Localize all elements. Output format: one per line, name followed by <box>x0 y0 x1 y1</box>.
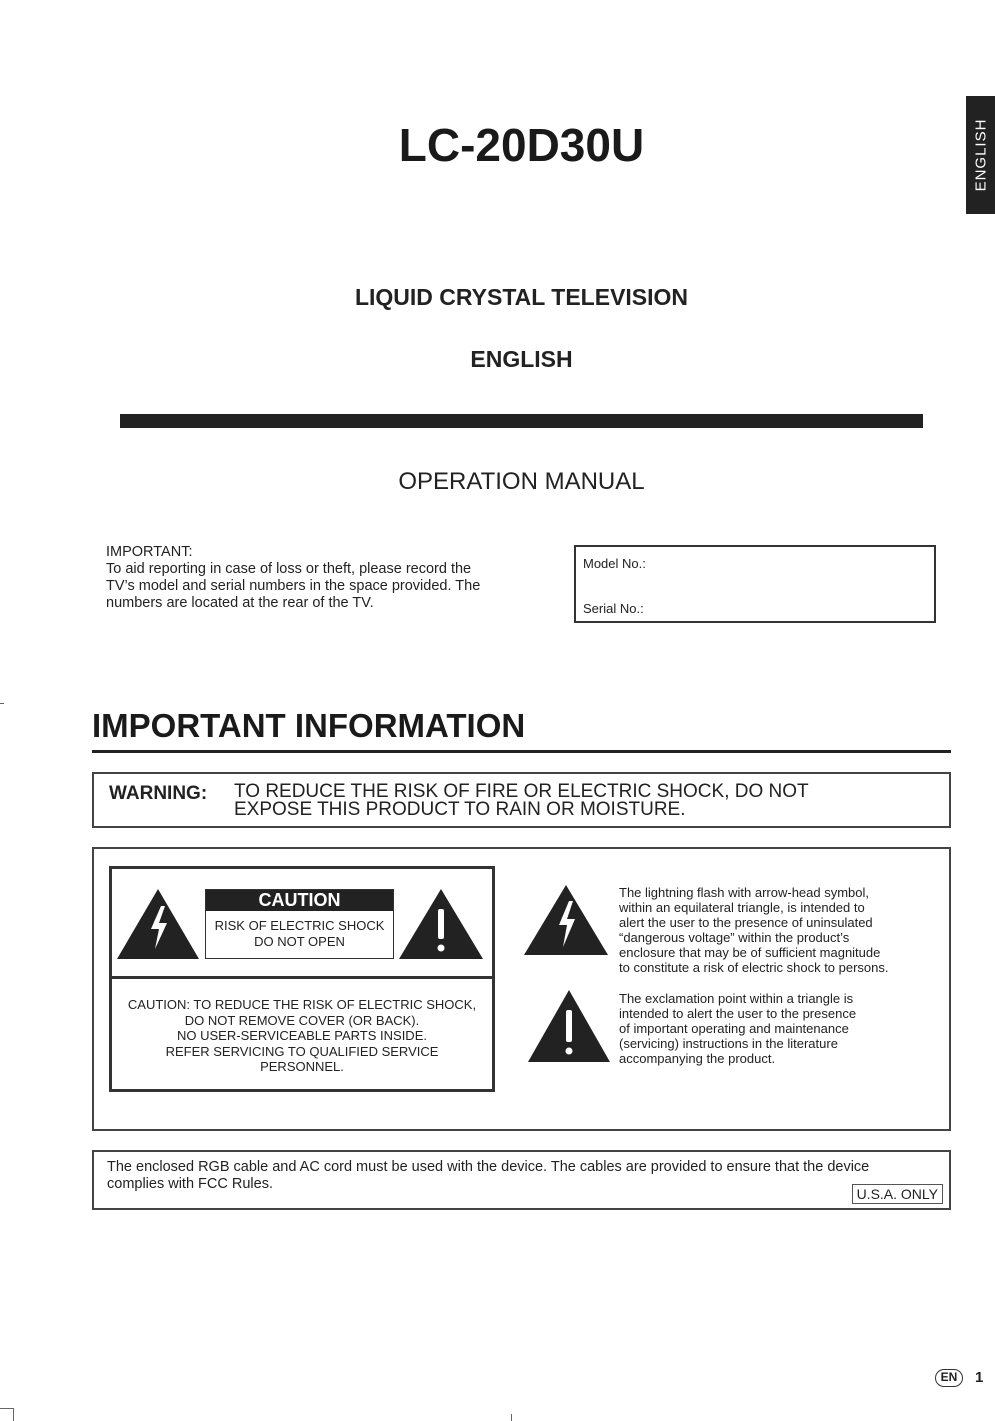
description-line: The exclamation point within a triangle is <box>619 991 854 1006</box>
important-note-line: To aid reporting in case of loss or theft, please record the <box>106 561 472 577</box>
caution-sticker <box>205 889 394 959</box>
fcc-notice-line: The enclosed RGB cable and AC cord must be used with the device. The cables are provided to ensure that the device <box>107 1159 870 1175</box>
important-note <box>106 544 526 612</box>
caution-sticker-line: DO NOT OPEN <box>254 934 345 949</box>
exclamation-description <box>619 991 939 1066</box>
important-note-line: numbers are located at the rear of the TV. <box>106 595 374 611</box>
caution-instructions <box>112 997 492 1075</box>
important-note-heading: IMPORTANT: <box>106 544 193 560</box>
section-title: IMPORTANT INFORMATION <box>92 707 526 744</box>
side-tab-label: ENGLISH <box>972 118 989 192</box>
caution-sticker-line: RISK OF ELECTRIC SHOCK <box>214 918 385 933</box>
region-badge: U.S.A. ONLY <box>852 1184 943 1204</box>
warning-box <box>92 772 951 828</box>
caution-label-divider <box>109 976 495 979</box>
description-line: accompanying the product. <box>619 1051 776 1066</box>
caution-sticker-text <box>206 918 393 950</box>
warning-text <box>234 783 914 819</box>
warning-label: WARNING: <box>109 783 208 804</box>
model-number: LC-20D30U <box>398 119 645 171</box>
description-line: (servicing) instructions in the literature <box>619 1036 838 1051</box>
language-heading: ENGLISH <box>470 346 573 372</box>
serial-no-label: Serial No.: <box>583 601 644 616</box>
warning-line: EXPOSE THIS PRODUCT TO RAIN OR MOISTURE. <box>234 799 686 820</box>
header-divider <box>120 414 923 428</box>
product-type: LIQUID CRYSTAL TELEVISION <box>354 284 689 310</box>
fcc-notice-box <box>92 1150 951 1210</box>
crop-mark <box>0 703 4 704</box>
description-line: “dangerous voltage” within the product’s <box>619 930 850 945</box>
fcc-notice-line: complies with FCC Rules. <box>107 1176 273 1192</box>
exclamation-warning-icon <box>399 889 483 959</box>
warning-line: TO REDUCE THE RISK OF FIRE OR ELECTRIC SHOCK, DO NOT <box>234 781 809 802</box>
lightning-warning-icon <box>117 889 199 959</box>
caution-instruction-line: PERSONNEL. <box>260 1059 344 1074</box>
caution-instruction-line: NO USER-SERVICEABLE PARTS INSIDE. <box>177 1028 427 1043</box>
description-line: within an equilateral triangle, is intended to <box>619 900 865 915</box>
fcc-notice-text <box>107 1159 937 1193</box>
description-line: The lightning flash with arrow-head symbol, <box>619 885 870 900</box>
description-line: enclosure that may be of sufficient magnitude <box>619 945 881 960</box>
model-no-label: Model No.: <box>583 556 646 571</box>
caution-instruction-line: REFER SERVICING TO QUALIFIED SERVICE <box>165 1043 439 1059</box>
crop-mark <box>0 1408 14 1409</box>
exclamation-warning-icon <box>528 990 610 1062</box>
description-line: alert the user to the presence of uninsulated <box>619 915 873 930</box>
caution-instruction-line: DO NOT REMOVE COVER (OR BACK). <box>184 1012 420 1028</box>
language-badge: EN <box>935 1369 963 1387</box>
crop-mark <box>13 1408 14 1421</box>
caution-instruction-line: CAUTION: TO REDUCE THE RISK OF ELECTRIC SHOCK, <box>127 997 477 1012</box>
description-line: of important operating and maintenance <box>619 1021 849 1036</box>
lightning-warning-icon <box>524 885 608 955</box>
caution-heading: CAUTION <box>206 890 393 911</box>
description-line: intended to alert the user to the presence <box>619 1006 857 1021</box>
page-number: 1 <box>975 1369 984 1386</box>
lightning-description <box>619 885 939 975</box>
crop-mark <box>511 1414 512 1421</box>
manual-title: OPERATION MANUAL <box>398 468 645 495</box>
section-divider <box>92 750 951 753</box>
important-note-line: TV’s model and serial numbers in the space provided. The <box>106 578 481 594</box>
description-line: to constitute a risk of electric shock to persons. <box>619 960 889 975</box>
serial-record-box <box>574 545 936 623</box>
